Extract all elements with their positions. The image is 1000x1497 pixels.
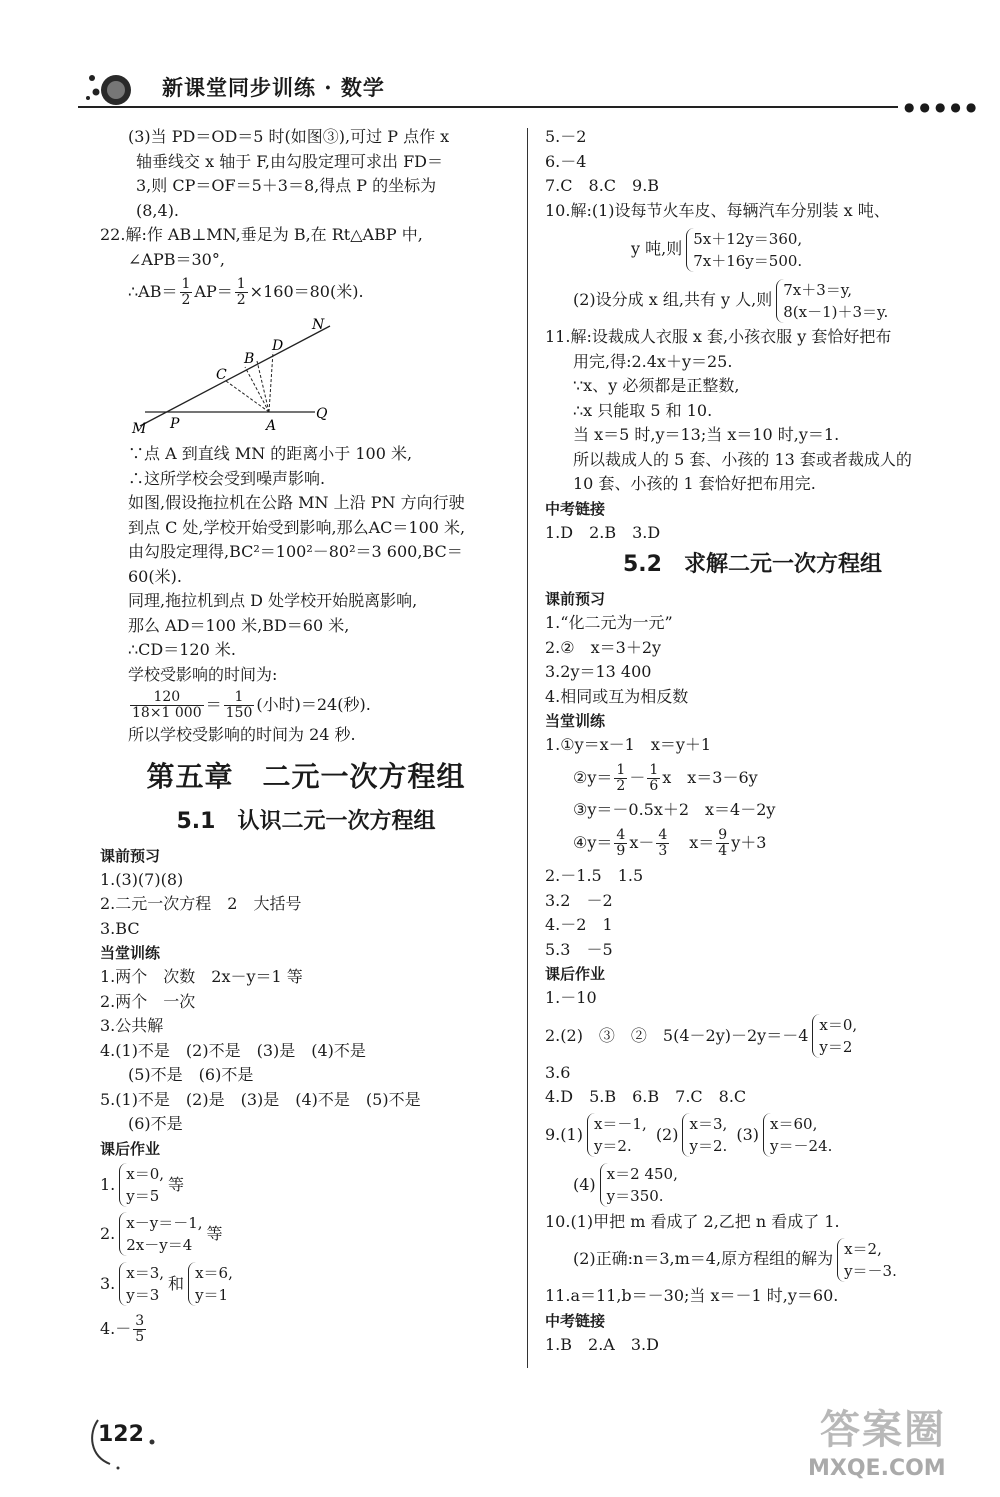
section-title: 5.1 认识二元一次方程组 [176,808,436,834]
label-N: N [312,318,325,333]
label-M: M [132,421,147,434]
formula-part: ∴AB＝ [128,282,178,301]
answer-line: 10 套、小孩的 1 套恰好把布用完. [573,474,816,493]
header-title: 新课堂同步训练 · 数学 [162,75,385,100]
equation-system: x＝3, y＝3 [119,1262,164,1306]
answer-line: 1.“化二元为一元” [545,613,673,632]
text-line: 学校受影响的时间为: [128,664,278,684]
equation-system: x＝60, y＝－24. [763,1113,832,1157]
answer-line: (2)正确:n＝3,m＝4,原方程组的解为 x＝2, y＝－3. [573,1239,897,1280]
page-number-badge [88,1412,158,1472]
text-line: 22.解:作 AB⊥MN,垂足为 B,在 Rt△ABP 中, [100,225,423,244]
text-line: ∵点 A 到直线 MN 的距离小于 100 米, [128,444,413,463]
equation-system: 5x＋12y＝360, 7x＋16y＝500. [686,228,802,272]
text-line: 如图,假设拖拉机在公路 MN 上沿 PN 方向行驶 [128,493,465,512]
chapter-title: 第五章 二元一次方程组 [146,759,466,793]
section-heading: 课前预习 [545,590,606,608]
label-B: B [244,351,255,367]
text-line: 轴垂线交 x 轴于 F,由勾股定理可求出 FD＝ [136,151,443,171]
fraction: $\frac{3}{5}$ [135,1312,145,1345]
answer-line: 4.－2 1 [545,915,613,934]
answer-line: 3.公共解 [100,1016,164,1035]
fraction: $\frac{9}{4}$ [718,827,728,859]
answer-line: 3.BC [100,918,140,938]
equation-system: x＝2, y＝－3. [837,1238,897,1282]
text-line: ∴CD＝120 米. [128,640,236,659]
fraction: $\frac{1}{2}$ [181,276,191,308]
text-line: ∴这所学校会受到噪声影响. [128,468,326,488]
equation-system: x＝0, y＝2 [812,1014,857,1058]
header-rule [78,106,898,108]
label-Q: Q [316,406,328,422]
section-title: 5.2 求解二元一次方程组 [623,552,882,577]
section-heading: 中考链接 [545,499,606,518]
equation-system: x＝3, y＝2. [682,1113,727,1157]
fraction: $\frac{1}{2}$ [236,276,246,308]
answer-line: 2.二元一次方程 2 大括号 [100,894,302,913]
fraction: $\frac{1}{6}$ [649,761,659,794]
answer-line: 11.解:设裁成人衣服 x 套,小孩衣服 y 套恰好把布 [545,327,892,346]
answer-line: 用完,得:2.4x＋y＝25. [573,351,733,371]
header-dots-icon: ●●●●● [904,100,982,114]
text-line: ∠APB＝30°, [128,249,225,269]
answer-line: 10.解:(1)设每节火车皮、每辆汽车分别装 x 吨、 [545,200,890,220]
section-heading: 当堂训练 [100,944,161,962]
answer-line: 1.D 2.B 3.D [545,522,661,542]
answer-line: 4.(1)不是 (2)不是 (3)是 (4)不是 [100,1040,366,1060]
answer-line: 6.－4 [545,151,587,171]
answer-line: 2.② x＝3＋2y [545,637,662,657]
answer-line: y 吨,则 5x＋12y＝360, 7x＋16y＝500. [631,229,803,270]
fraction: $\frac{1}{150}$ [225,689,253,721]
answer-line: ④y＝ $\frac{4}{9}$ x－ $\frac{4}{3}$ x＝ $\frac{9}{4}$ y＋3 [573,827,767,859]
text-line: 由勾股定理得,BC²＝100²－80²＝3 600,BC＝ [128,542,463,561]
fraction: $\frac{120}{18\times 1 000}$ [132,689,202,721]
text-line: 60(米). [128,566,182,586]
text-line: 所以学校受影响的时间为 24 秒. [128,725,356,744]
answer-line: 2.(2) ③ ② 5(4－2y)－2y＝－4 x＝0, y＝2 [545,1016,858,1056]
answer-line: 5.－2 [545,127,587,146]
answer-line: 3.2 －2 [545,890,613,910]
answer-line: 2.－1.5 1.5 [545,866,644,885]
label-A: A [266,418,277,434]
page-number: 122 [98,1422,144,1447]
equation-system: x＝－1, y＝2. [587,1113,647,1157]
text-line: 那么 AD＝100 米,BD＝60 米, [128,615,350,635]
watermark-url: MXQE.COM [808,1456,946,1481]
section-heading: 课后作业 [545,965,606,983]
formula-line: $\frac{120}{18\times 1 000}$ ＝ $\frac{1}{150}$ (小时)＝24(秒). [132,689,371,721]
label-P: P [170,416,180,432]
answer-line: 7.C 8.C 9.B [545,176,660,195]
watermark [800,1398,990,1490]
answer-line: 1. x＝0, y＝5 等 [100,1165,185,1205]
text-line: 同理,拖拉机到点 D 处学校开始脱离影响, [128,591,418,610]
answer-line: ∴x 只能取 5 和 10. [573,400,713,420]
answer-line: (6)不是 [128,1114,183,1133]
answer-line: 所以裁成人的 5 套、小孩的 13 套或者裁成人的 [573,449,912,469]
section-heading: 中考链接 [545,1311,606,1330]
label-D: D [272,338,284,354]
answer-line: 4.－ $\frac{3}{5}$ [100,1312,145,1345]
text-line: (3)当 PD＝OD＝5 时(如图③),可过 P 点作 x [128,127,450,146]
answer-line: 1.－10 [545,988,597,1007]
answer-line: 5.(1)不是 (2)是 (3)是 (4)不是 (5)不是 [100,1089,421,1109]
fraction: $\frac{4}{3}$ [658,827,668,859]
column-divider [527,128,528,1368]
answer-line: 5.3 －5 [545,939,613,959]
page-header [78,62,982,114]
answer-line: 2. x－y＝－1, 2x－y＝4 等 [100,1214,223,1254]
answer-line: 4.相同或互为相反数 [545,686,689,706]
book-logo-icon [84,68,136,108]
text-line: 3,则 CP＝OF＝5＋3＝8,得点 P 的坐标为 [136,176,437,195]
equation-system: x＝0, y＝5 [119,1163,164,1207]
text-line: (8,4). [136,200,180,220]
answer-line: 3. x＝3, y＝3 和 x＝6, y＝1 [100,1264,233,1304]
left-column [100,125,512,1349]
geometry-figure [130,318,360,434]
equation-system: x＝2 450, y＝350. [600,1163,678,1207]
answer-line: (5)不是 (6)不是 [128,1065,254,1084]
answer-line: (4) x＝2 450, y＝350. [573,1165,678,1205]
answer-line: 9.(1) x＝－1, y＝2. (2) x＝3, y＝2. (3) x＝60, y＝－24. [545,1115,833,1155]
watermark-logo: 答案圈 [820,1407,946,1453]
right-column [545,125,960,1357]
section-heading: 当堂训练 [545,712,606,730]
text-line: 到点 C 处,学校开始受到影响,那么AC＝100 米, [128,517,466,537]
answer-line: 4.D 5.B 6.B 7.C 8.C [545,1087,747,1106]
answer-line: 3.6 [545,1062,571,1082]
answer-line: 当 x＝5 时,y＝13;当 x＝10 时,y＝1. [573,425,840,444]
equation-system: 7x＋3＝y, 8(x－1)＋3＝y. [776,279,888,323]
answer-line: ②y＝ $\frac{1}{2}$ － $\frac{1}{6}$ x x＝3－6y [573,761,758,794]
answer-line: 10.(1)甲把 m 看成了 2,乙把 n 看成了 1. [545,1211,840,1231]
formula-line [100,272,512,312]
answer-line: 1.两个 次数 2x－y＝1 等 [100,967,303,986]
answer-line: 1.①y＝x－1 x＝y＋1 [545,735,712,754]
answer-line: 1.B 2.A 3.D [545,1334,659,1354]
answer-line: ③y＝－0.5x＋2 x＝4－2y [573,799,776,819]
label-C: C [216,367,227,383]
formula-part: AP＝ [194,282,233,301]
equation-system: x＝6, y＝1 [188,1262,233,1306]
section-heading: 课后作业 [100,1139,161,1158]
answer-line: 11.a＝11,b＝－30;当 x＝－1 时,y＝60. [545,1286,839,1305]
answer-line: 1.(3)(7)(8) [100,869,184,889]
answer-line: ∵x、y 必须都是正整数, [573,376,740,395]
answer-line: (2)设分成 x 组,共有 y 人,则 7x＋3＝y, 8(x－1)＋3＝y. [573,280,889,321]
formula-part: ×160＝80(米). [249,282,364,301]
answer-line: 3.2y＝13 400 [545,662,652,681]
section-heading: 课前预习 [100,846,161,865]
fraction: $\frac{1}{2}$ [616,761,626,794]
answer-line: 2.两个 一次 [100,991,196,1011]
equation-system: x－y＝－1, 2x－y＝4 [119,1212,202,1256]
fraction: $\frac{4}{9}$ [616,827,626,859]
